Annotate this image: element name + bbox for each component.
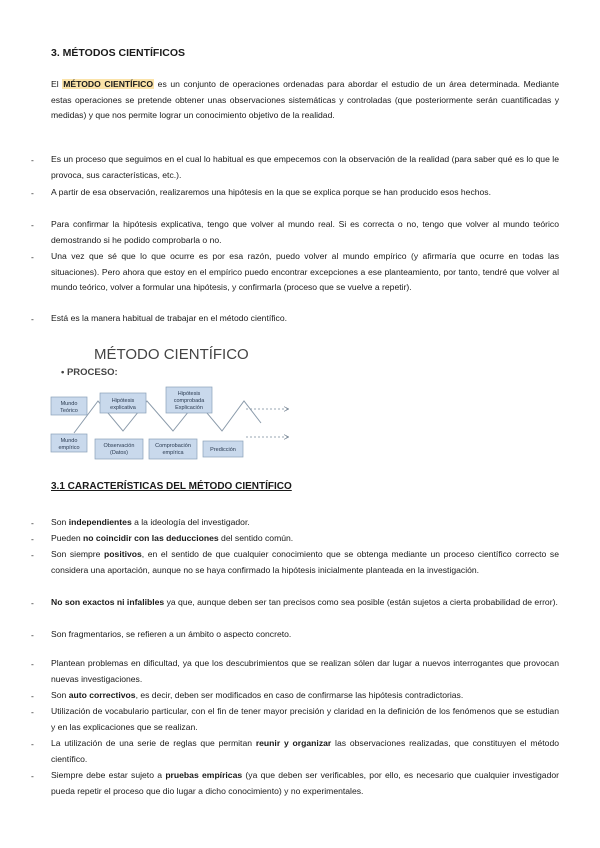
text: las observaciones realizadas, que constituyen el método científico. [51, 738, 560, 764]
bullet-dash: - [31, 314, 34, 324]
intro-pre: El [51, 79, 63, 89]
text: Son siempre [51, 549, 105, 559]
bold-text: No son exactos ni infalibles [51, 597, 165, 607]
box-text: comprobada [173, 398, 205, 404]
bold-text: auto correctivos [68, 690, 136, 700]
text: del sentido común. [218, 533, 294, 543]
bullet-dash: - [31, 518, 34, 528]
box-text: Mundo [60, 401, 78, 407]
characteristic-item [51, 547, 559, 578]
text: ya que, aunque deben ser tan precisos como sea posible (están sujetos a cierta probabilidad de error). [164, 597, 558, 607]
bullet-dash: - [31, 739, 34, 749]
text: , es decir, deben ser modificados en caso de confirmarse las hipótesis contradictorias. [135, 690, 464, 700]
characteristic-item [51, 595, 559, 611]
scientific-method-diagram [46, 333, 296, 463]
text: Utilización de vocabulario particular, con el fin de tener mayor precisión y claridad en la definición de los fenómenos que se estudian y en las explicaciones que se realizan. [51, 706, 559, 732]
bold-text: independientes [68, 517, 132, 527]
text: Son [51, 517, 69, 527]
bullet-dash: - [31, 598, 34, 608]
box-text: Observación [103, 443, 135, 449]
bullet-item: A partir de esa observación, realizaremos una hipótesis en la que se explica porque se han producido esos hechos. [51, 187, 491, 197]
text: Pueden [51, 533, 84, 543]
box-text: (Datos) [109, 450, 129, 456]
box-text: Predicción [210, 447, 236, 453]
section-title: 3. MÉTODOS CIENTÍFICOS [51, 47, 185, 59]
bold-text: no coincidir con las deducciones [83, 533, 219, 543]
bullet-item: Una vez que sé que lo que ocurre es por esa razón, puedo volver al mundo empírico (y afirmaría que ocurre en todas las situaciones). Pero ahora que estoy en el empírico puedo encontrar excepciones a ese planteamiento, por tanto, tendré que volver al mundo teórico, volver a formular una hipótesis, y confirmarla (proceso que se vuelve a repetir). [51, 251, 559, 293]
characteristic-item [51, 515, 559, 531]
bullet-item: Está es la manera habitual de trabajar en el método científico. [51, 313, 287, 323]
box-prediccion [203, 441, 243, 457]
diagram-title: MÉTODO CIENTÍFICO [94, 346, 249, 363]
box-text: Explicación [175, 405, 203, 411]
characteristic-item [51, 627, 559, 643]
text: Son fragmentarios, se refieren a un ámbito o aspecto concreto. [51, 629, 292, 639]
box-text: Teórico [60, 408, 78, 414]
bullet-item: Es un proceso que seguimos en el cual lo habitual es que empecemos con la observación de la realidad (para saber qué es lo que le provoca, sus características, etc.). [51, 154, 559, 180]
text: a la ideología del investigador. [131, 517, 250, 527]
text: (ya que deben ser verificables, por ello, es necesario que cualquier investigador pueda repetir el proceso que dio lugar a dicho conocimiento) y no experimentales. [51, 770, 560, 796]
box-mundo-teorico [51, 397, 87, 415]
bold-text: reunir y organizar [255, 738, 332, 748]
bold-text: pruebas empíricas [165, 770, 243, 780]
bullet-dash: - [31, 550, 34, 560]
intro-paragraph [51, 77, 559, 124]
box-text: Mundo [60, 438, 78, 444]
box-hipotesis-comprobada [166, 387, 212, 413]
diagram-subtitle: • PROCESO: [61, 367, 118, 378]
box-text: explicativa [110, 405, 136, 411]
bullet-dash: - [31, 707, 34, 717]
characteristic-item [51, 531, 559, 547]
box-text: empírica [162, 450, 184, 456]
text: La utilización de una serie de reglas que permitan [51, 738, 256, 748]
characteristic-item [51, 768, 559, 799]
text: Plantean problemas en dificultad, ya que los descubrimientos que se realizan sólen dar lugar a nuevos interrogantes que provocan nuevas investigaciones. [51, 658, 559, 684]
box-hipotesis-explicativa [100, 393, 146, 413]
bullet-dash: - [31, 155, 34, 165]
box-text: empírico [58, 445, 80, 451]
characteristic-item [51, 736, 559, 767]
bullet-dash: - [31, 220, 34, 230]
bullet-dash: - [31, 252, 34, 262]
characteristic-item [51, 704, 559, 735]
bullet-dash: - [31, 534, 34, 544]
text: Siempre debe estar sujeto a [51, 770, 166, 780]
highlighted-term: MÉTODO CIENTÍFICO [63, 79, 154, 89]
bullet-dash: - [31, 659, 34, 669]
intro-post: es un conjunto de operaciones ordenadas para abordar el estudio de un área determinada. Mediante estas operaciones se pretende obtener unas observaciones sistemáticas y controladas (que posteriormente serán cuantificadas y medidas) y que nos permite lograr un conocimiento objetivo de la realidad. [51, 79, 559, 121]
bullet-item: Para confirmar la hipótesis explicativa, tengo que volver al mundo real. Si es correcta o no, tengo que volver al mundo teórico demostrando si he podido comprobarla o no. [51, 219, 559, 245]
bullet-dash: - [31, 771, 34, 781]
characteristic-item [51, 656, 559, 687]
text: , en el sentido de que cualquier conocimiento que se obtenga mediante un proceso científico correcto se considera una aportación, aunque no se haya confirmado la hipótesis inicialmente planteada en la investigación. [51, 549, 559, 575]
subsection-title: 3.1 CARACTERÍSTICAS DEL MÉTODO CIENTÍFICO [51, 481, 292, 492]
bullet-dash: - [31, 630, 34, 640]
box-text: Hipótesis [111, 398, 135, 404]
box-text: Hipótesis [177, 391, 201, 397]
bullet-dash: - [31, 188, 34, 198]
box-observacion [95, 439, 143, 459]
bold-text: positivos [104, 549, 142, 559]
box-mundo-empirico [51, 434, 87, 452]
box-comprobacion-empirica [149, 439, 197, 459]
box-text: Comprobación [155, 443, 191, 449]
characteristic-item [51, 688, 559, 704]
text: Son [51, 690, 69, 700]
bullet-dash: - [31, 691, 34, 701]
